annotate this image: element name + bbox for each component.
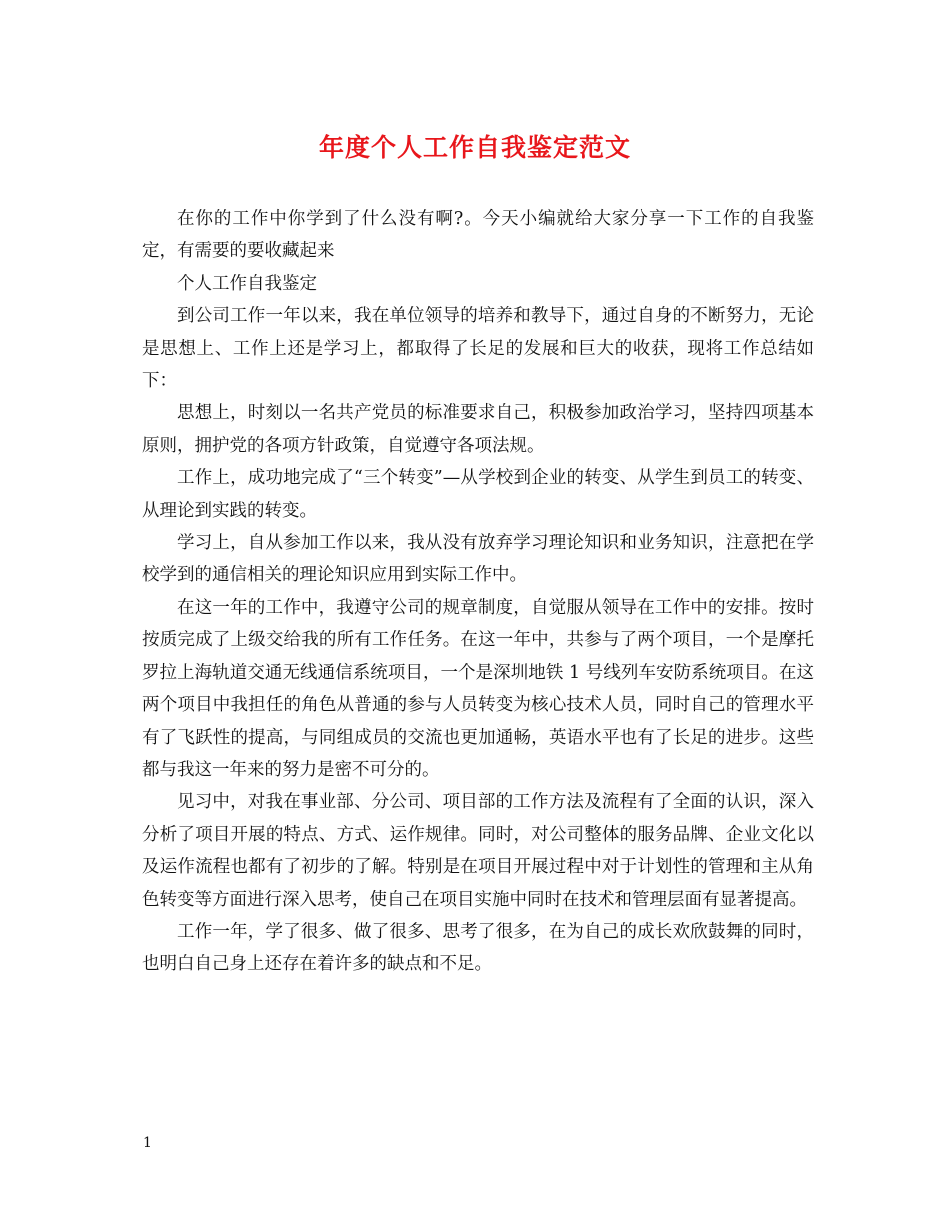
paragraph: 思想上，时刻以一名共产党员的标准要求自己，积极参加政治学习，坚持四项基本原则，拥护党的各项方针政策，自觉遵守各项法规。 <box>142 403 814 456</box>
paragraph: 工作上，成功地完成了“三个转变”—从学校到企业的转变、从学生到员工的转变、从理论到实践的转变。 <box>142 468 814 521</box>
paragraph-intro: 在你的工作中你学到了什么没有啊?。今天小编就给大家分享一下工作的自我鉴定，有需要的要收藏起来 <box>142 209 814 262</box>
paragraph: 见习中，对我在事业部、分公司、项目部的工作方法及流程有了全面的认识，深入分析了项目开展的特点、方式、运作规律。同时，对公司整体的服务品牌、企业文化以及运作流程也都有了初步的了解。特别是在项目开展过程中对于计划性的管理和主从角色转变等方面进行深入思考，使自己在项目实施中同时在技术和管理层面有显著提高。 <box>142 792 814 910</box>
paragraph: 学习上，自从参加工作以来，我从没有放弃学习理论知识和业务知识，注意把在学校学到的通信相关的理论知识应用到实际工作中。 <box>142 533 814 586</box>
paragraph: 到公司工作一年以来，我在单位领导的培养和教导下，通过自身的不断努力，无论是思想上、工作上还是学习上，都取得了长足的发展和巨大的收获，现将工作总结如下： <box>142 306 814 392</box>
document-body <box>142 203 814 981</box>
page-number: 1 <box>143 1135 152 1151</box>
section-heading: 个人工作自我鉴定 <box>177 273 317 294</box>
document-title: 年度个人工作自我鉴定范文 <box>318 133 631 162</box>
paragraph: 工作一年，学了很多、做了很多、思考了很多，在为自己的成长欢欣鼓舞的同时，也明白自己身上还存在着许多的缺点和不足。 <box>142 921 814 975</box>
paragraph: 在这一年的工作中，我遵守公司的规章制度，自觉服从领导在工作中的安排。按时按质完成了上级交给我的所有工作任务。在这一年中，共参与了两个项目，一个是摩托罗拉上海轨道交通无线通信系统项目，一个是深圳地铁 1 号线列车安防系统项目。在这两个项目中我担任的角色从普通的参与人员转变为核心技术人员，同时自己的管理水平有了飞跃性的提高，与同组成员的交流也更加通畅，英语水平也有了长足的进步。这些都与我这一年来的努力是密不可分的。 <box>142 597 814 780</box>
